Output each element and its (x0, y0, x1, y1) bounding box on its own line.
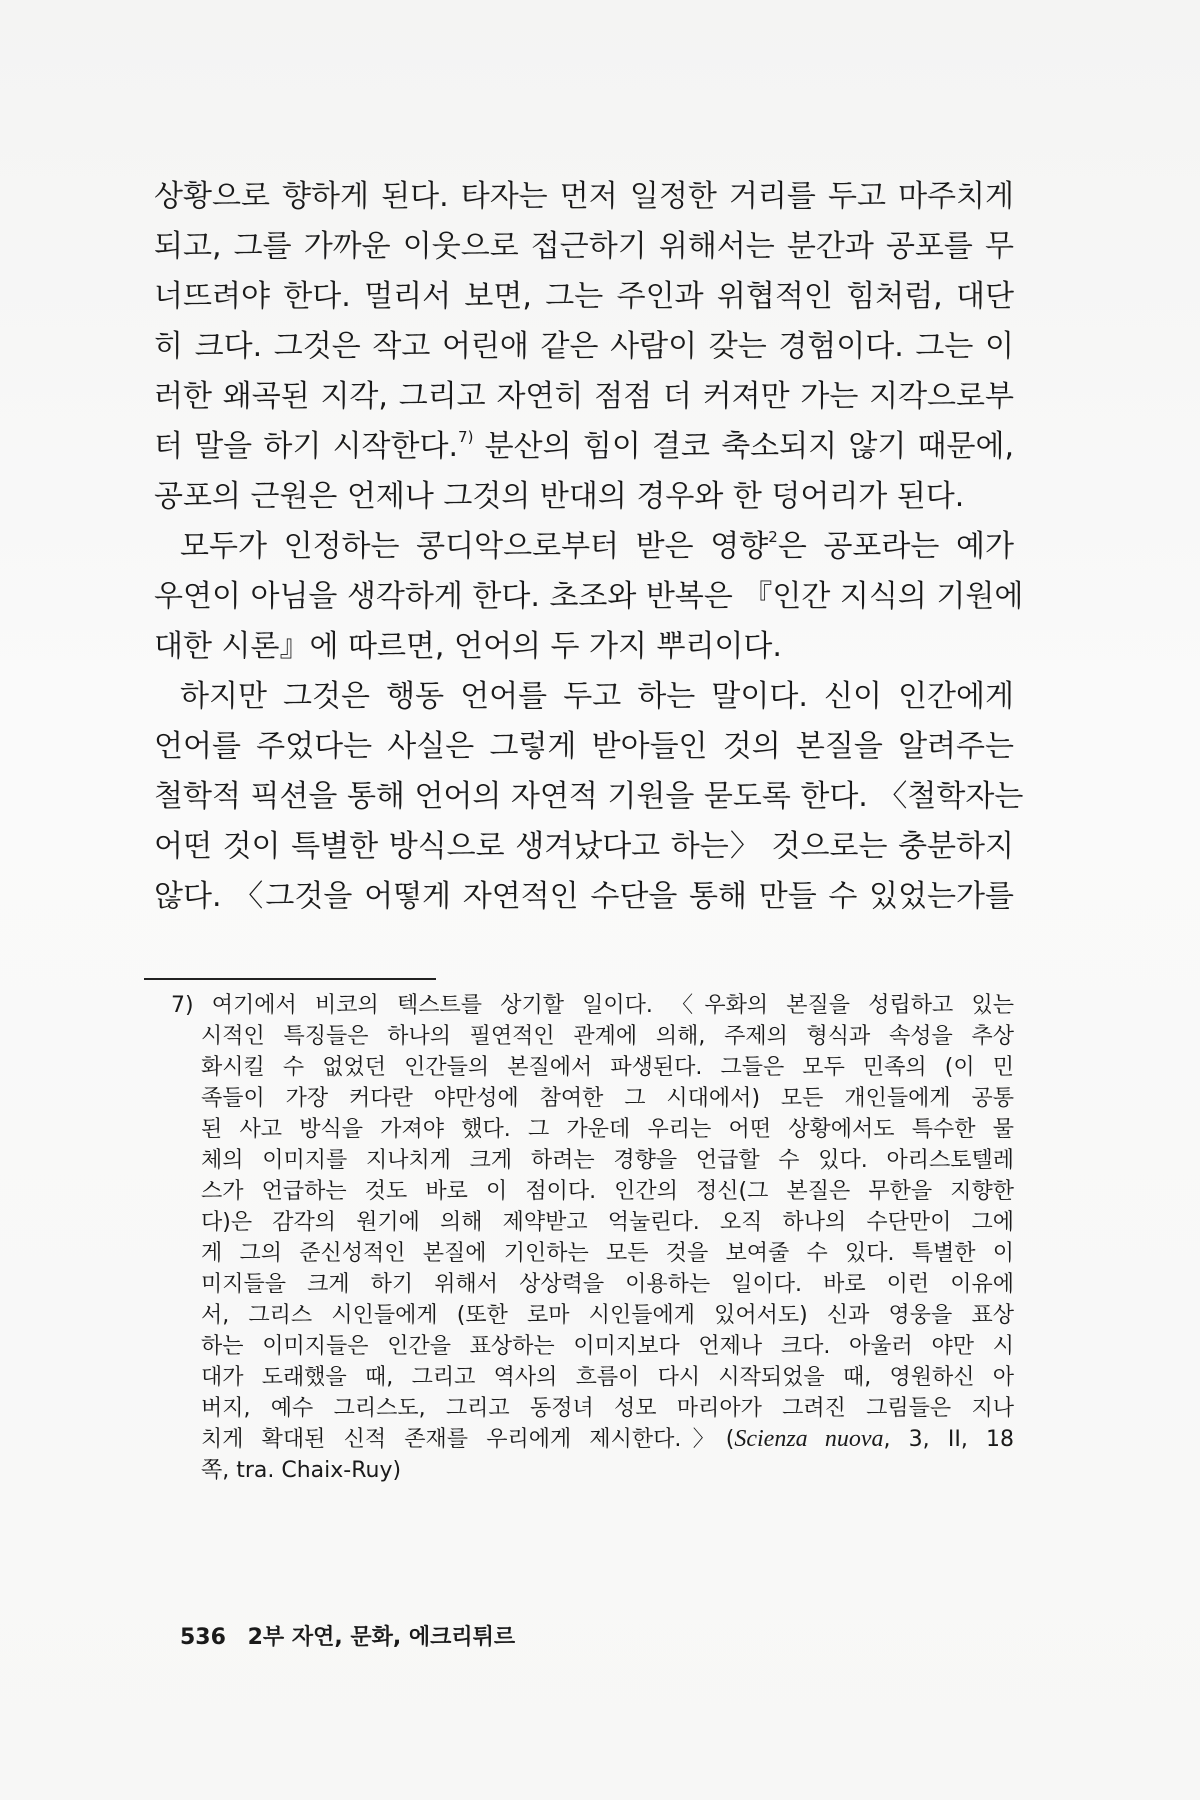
body-text-span: 모두가 인정하는 콩디악으로부터 받은 영향 (180, 529, 769, 564)
body-line (154, 522, 1014, 572)
footnote-line: 버지, 예수 그리스도, 그리고 동정녀 성모 마리아가 그려진 그림들은 지나 (201, 1396, 1014, 1421)
body-text-span: 터 말을 하기 시작한다. (154, 429, 459, 464)
footnote-line: 하는 이미지들은 인간을 표상하는 이미지보다 언제나 크다. 아울러 야만 시 (201, 1334, 1014, 1359)
running-head: 2부 자연, 문화, 에크리튀르 (247, 1625, 516, 1650)
body-line: 히 크다. 그것은 작고 어린애 같은 사람이 갖는 경험이다. 그는 이 (154, 329, 1014, 364)
footnote-line: 족들이 가장 커다란 야만성에 참여한 그 시대에서) 모든 개인들에게 공통 (201, 1086, 1014, 1111)
body-line: 철학적 픽션을 통해 언어의 자연적 기원을 묻도록 한다. 〈철학자는 (154, 779, 1024, 814)
footnote-ref[interactable]: 2 (768, 528, 778, 546)
body-line: 되고, 그를 가까운 이웃으로 접근하기 위해서는 분간과 공포를 무 (154, 229, 1014, 264)
footnote-line: 화시킬 수 없었던 인간들의 본질에서 파생된다. 그들은 모두 민족의 (이 민 (201, 1055, 1014, 1080)
body-line: 우연이 아님을 생각하게 한다. 초조와 반복은 『인간 지식의 기원에 (154, 579, 1024, 614)
body-text-span: 은 공포라는 예가 (777, 529, 1014, 564)
footnote-line: 게 그의 준신성적인 본질에 기인하는 모든 것을 보여줄 수 있다. 특별한 이 (201, 1241, 1014, 1266)
body-line: 않다. 〈그것을 어떻게 자연적인 수단을 통해 만들 수 있었는가를 (154, 879, 1014, 914)
footnote-line: 7) 여기에서 비코의 텍스트를 상기할 일이다. 〈우화의 본질을 성립하고 있는 (171, 993, 1014, 1018)
body-line: 너뜨려야 한다. 멀리서 보면, 그는 주인과 위협적인 힘처럼, 대단 (154, 279, 1014, 314)
footnote-line: 시적인 특징들은 하나의 필연적인 관계에 의해, 주제의 형식과 속성을 추상 (201, 1024, 1014, 1049)
body-text-span: 분산의 힘이 결코 축소되지 않기 때문에, (484, 429, 1014, 464)
footnote-divider (144, 978, 436, 980)
body-line: 언어를 주었다는 사실은 그렇게 받아들인 것의 본질을 알려주는 (154, 729, 1014, 764)
footnote-line: 미지들을 크게 하기 위해서 상상력을 이용하는 일이다. 바로 이런 이유에 (201, 1272, 1014, 1297)
body-line: 러한 왜곡된 지각, 그리고 자연히 점점 더 커져만 가는 지각으로부 (154, 379, 1014, 414)
body-line: 상황으로 향하게 된다. 타자는 먼저 일정한 거리를 두고 마주치게 (154, 179, 1014, 214)
body-text (154, 172, 1024, 922)
footnote-line: 체의 이미지를 지나치게 크게 하려는 경향을 언급할 수 있다. 아리스토텔레 (201, 1148, 1014, 1173)
footnote-line: 쪽, tra. Chaix-Ruy) (201, 1458, 402, 1483)
footnote-line: 된 사고 방식을 가져야 했다. 그 가운데 우리는 어떤 상황에서도 특수한 물 (201, 1117, 1014, 1142)
body-line: 대한 시론』에 따르면, 언어의 두 가지 뿌리이다. (154, 629, 782, 664)
body-line: 어떤 것이 특별한 방식으로 생겨났다고 하는〉 것으로는 충분하지 (154, 829, 1014, 864)
body-line: 공포의 근원은 언제나 그것의 반대의 경우와 한 덩어리가 된다. (154, 479, 965, 514)
footnote-line: 스가 언급하는 것도 바로 이 점이다. 인간의 정신(그 본질은 무한을 지향한 (201, 1179, 1014, 1204)
citation-title: Scienza nuova (734, 1426, 884, 1452)
footnote (171, 990, 1014, 1486)
page-number: 536 (180, 1625, 226, 1650)
citation-detail: , 3, II, 18 (883, 1427, 1014, 1452)
footnote-text-span: 치게 확대된 신적 존재를 우리에게 제시한다.〉( (201, 1427, 735, 1452)
footnote-line: 다)은 감각의 원기에 의해 제약받고 억눌린다. 오직 하나의 수단만이 그에 (201, 1210, 1014, 1235)
footnote-line: 대가 도래했을 때, 그리고 역사의 흐름이 다시 시작되었을 때, 영원하신 아 (201, 1365, 1014, 1390)
footnote-line (171, 1424, 1014, 1455)
body-line: 하지만 그것은 행동 언어를 두고 하는 말이다. 신이 인간에게 (180, 679, 1014, 714)
body-line (154, 422, 1014, 472)
footnote-line: 서, 그리스 시인들에게 (또한 로마 시인들에게 있어서도) 신과 영웅을 표상 (201, 1303, 1014, 1328)
page-footer (180, 1620, 529, 1651)
footnote-ref[interactable]: 7) (458, 428, 474, 446)
